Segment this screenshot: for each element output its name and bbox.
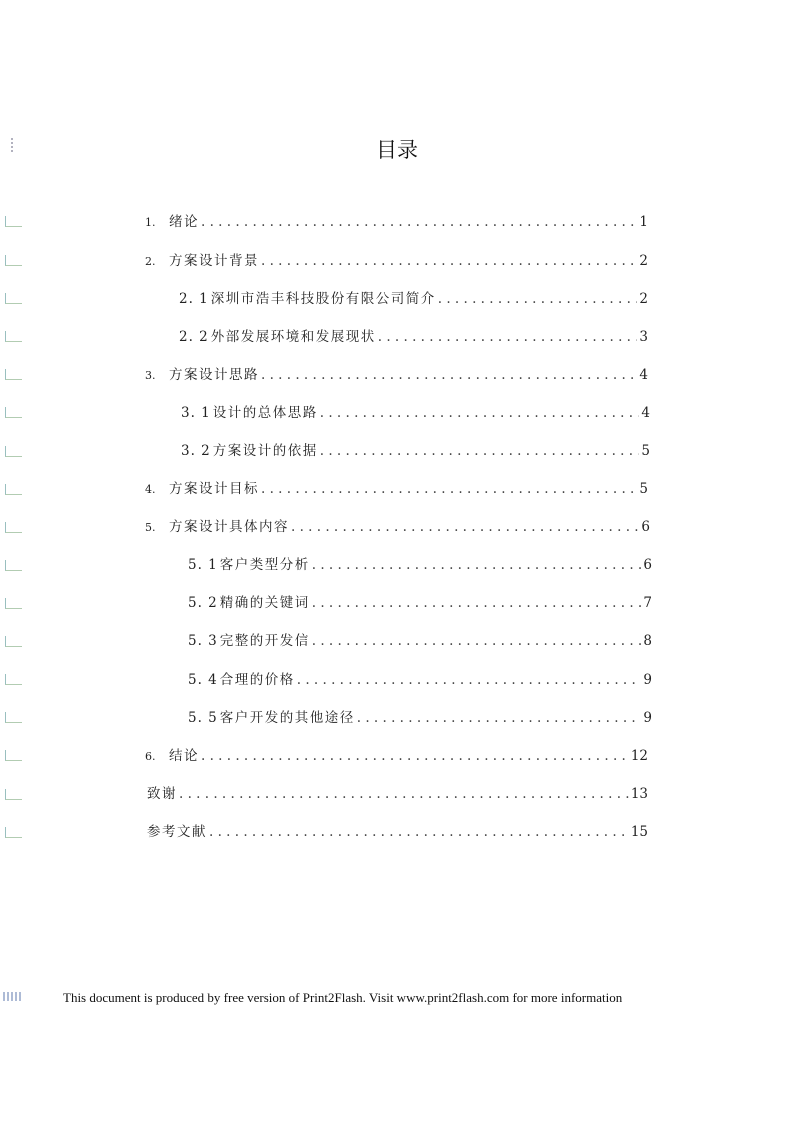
- toc-leader-dots: [201, 212, 637, 232]
- toc-entry-label: 精确的关键词: [219, 595, 310, 611]
- margin-marker: [5, 293, 22, 304]
- toc-entry-label: 客户开发的其他途径: [219, 710, 355, 726]
- toc-leader-dots: [201, 746, 629, 766]
- toc-entry-page: 7: [643, 595, 652, 611]
- toc-entry-page: 3: [639, 329, 648, 345]
- toc-entry-label: 绪论: [169, 214, 199, 230]
- margin-marker: [5, 636, 22, 647]
- margin-marker: [5, 369, 22, 380]
- toc-leader-dots: [261, 365, 637, 385]
- margin-marker: [5, 407, 22, 418]
- toc-entry-number: 3. 2: [181, 443, 211, 459]
- toc-entry-label: 参考文献: [147, 824, 207, 840]
- margin-marker: [5, 331, 22, 342]
- toc-entry-page: 4: [639, 367, 648, 383]
- toc-entry-label: 方案设计的依据: [212, 443, 318, 459]
- toc-entry[interactable]: [145, 479, 648, 499]
- toc-entry[interactable]: [145, 517, 650, 537]
- toc-entry[interactable]: [145, 365, 648, 385]
- toc-entry[interactable]: [181, 403, 650, 423]
- toc-leader-dots: [438, 289, 638, 309]
- watermark-notice: This document is produced by free version of Print2Flash. Visit www.print2flash.com for more information: [63, 990, 623, 1005]
- margin-marker: [5, 789, 22, 800]
- toc-entry-page: 15: [630, 824, 648, 840]
- toc-entry-label: 方案设计具体内容: [169, 519, 289, 535]
- toc-entry-number: 5. 4: [188, 672, 218, 688]
- toc-leader-dots: [261, 251, 637, 271]
- toc-entry-page: 12: [630, 748, 648, 764]
- toc-entry-page: 13: [630, 786, 648, 802]
- toc-entry[interactable]: [147, 822, 648, 842]
- toc-entry-page: 9: [643, 710, 652, 726]
- toc-entry-number: 3.: [145, 369, 156, 382]
- toc-entry-number: 5. 3: [188, 633, 218, 649]
- toc-entry-label: 致谢: [147, 786, 177, 802]
- toc-entry-page: 1: [639, 214, 648, 230]
- toc-entry-number: 2. 2: [179, 329, 209, 345]
- toc-entry-number: 6.: [145, 750, 156, 763]
- toc-leader-dots: [261, 479, 637, 499]
- toc-entry-number: 5.: [145, 521, 156, 534]
- toc-leader-dots: [378, 327, 638, 347]
- toc-entry-label: 方案设计背景: [169, 253, 259, 269]
- toc-leader-dots: [357, 708, 642, 728]
- margin-marker: [5, 712, 22, 723]
- toc-entry-number: 5. 2: [188, 595, 218, 611]
- toc-entry-page: 9: [643, 672, 652, 688]
- margin-marker: [5, 827, 22, 838]
- toc-entry[interactable]: [145, 251, 648, 271]
- toc-entry-number: 5. 5: [188, 710, 218, 726]
- toc-leader-dots: [320, 403, 640, 423]
- toc-entry[interactable]: [179, 289, 648, 309]
- toc-leader-dots: [291, 517, 639, 537]
- toc-entry[interactable]: [145, 212, 648, 232]
- margin-marker: [5, 484, 22, 495]
- toc-entry-number: 3. 1: [181, 405, 211, 421]
- margin-marker: [5, 674, 22, 685]
- toc-entry[interactable]: [147, 784, 648, 804]
- margin-marker: [5, 216, 22, 227]
- toc-entry-page: 5: [641, 443, 650, 459]
- margin-marker: [5, 255, 22, 266]
- toc-entry[interactable]: [188, 670, 652, 690]
- margin-marker: [5, 750, 22, 761]
- toc-leader-dots: [320, 441, 640, 461]
- margin-marker: [5, 598, 22, 609]
- toc-entry-page: 2: [639, 291, 648, 307]
- toc-entry-page: 6: [643, 557, 652, 573]
- toc-entry-label: 完整的开发信: [219, 633, 310, 649]
- toc-entry-label: 设计的总体思路: [212, 405, 318, 421]
- toc-entry-number: 4.: [145, 483, 156, 496]
- toc-entry[interactable]: [188, 593, 652, 613]
- toc-leader-dots: [209, 822, 629, 842]
- toc-entry-number: 1.: [145, 216, 156, 229]
- toc-entry-page: 6: [641, 519, 650, 535]
- toc-entry[interactable]: [181, 441, 650, 461]
- margin-marker: [5, 560, 22, 571]
- toc-entry[interactable]: [188, 631, 652, 651]
- toc-entry-page: 2: [639, 253, 648, 269]
- toc-leader-dots: [312, 593, 642, 613]
- toc-entry-label: 外部发展环境和发展现状: [210, 329, 376, 345]
- toc-leader-dots: [297, 670, 642, 690]
- toc-entry-label: 结论: [169, 748, 199, 764]
- toc-entry[interactable]: [145, 746, 648, 766]
- toc-entry-label: 客户类型分析: [219, 557, 310, 573]
- page-title: 目录: [376, 138, 418, 162]
- toc-entry-page: 4: [641, 405, 650, 421]
- toc-entry-label: 合理的价格: [219, 672, 295, 688]
- margin-marker: [5, 446, 22, 457]
- toc-entry-label: 方案设计思路: [169, 367, 259, 383]
- toc-entry-label: 方案设计目标: [169, 481, 259, 497]
- toc-entry[interactable]: [188, 708, 652, 728]
- toc-entry[interactable]: [179, 327, 648, 347]
- toc-entry[interactable]: [188, 555, 652, 575]
- toc-entry-number: 5. 1: [188, 557, 218, 573]
- toc-entry-number: 2.: [145, 255, 156, 268]
- margin-marker: [3, 992, 23, 1001]
- toc-leader-dots: [312, 555, 642, 575]
- margin-marker: [5, 522, 22, 533]
- toc-entry-page: 8: [643, 633, 652, 649]
- toc-entry-label: 深圳市浩丰科技股份有限公司简介: [210, 291, 436, 307]
- toc-entry-page: 5: [639, 481, 648, 497]
- toc-entry-number: 2. 1: [179, 291, 209, 307]
- toc-leader-dots: [312, 631, 642, 651]
- toc-leader-dots: [179, 784, 629, 804]
